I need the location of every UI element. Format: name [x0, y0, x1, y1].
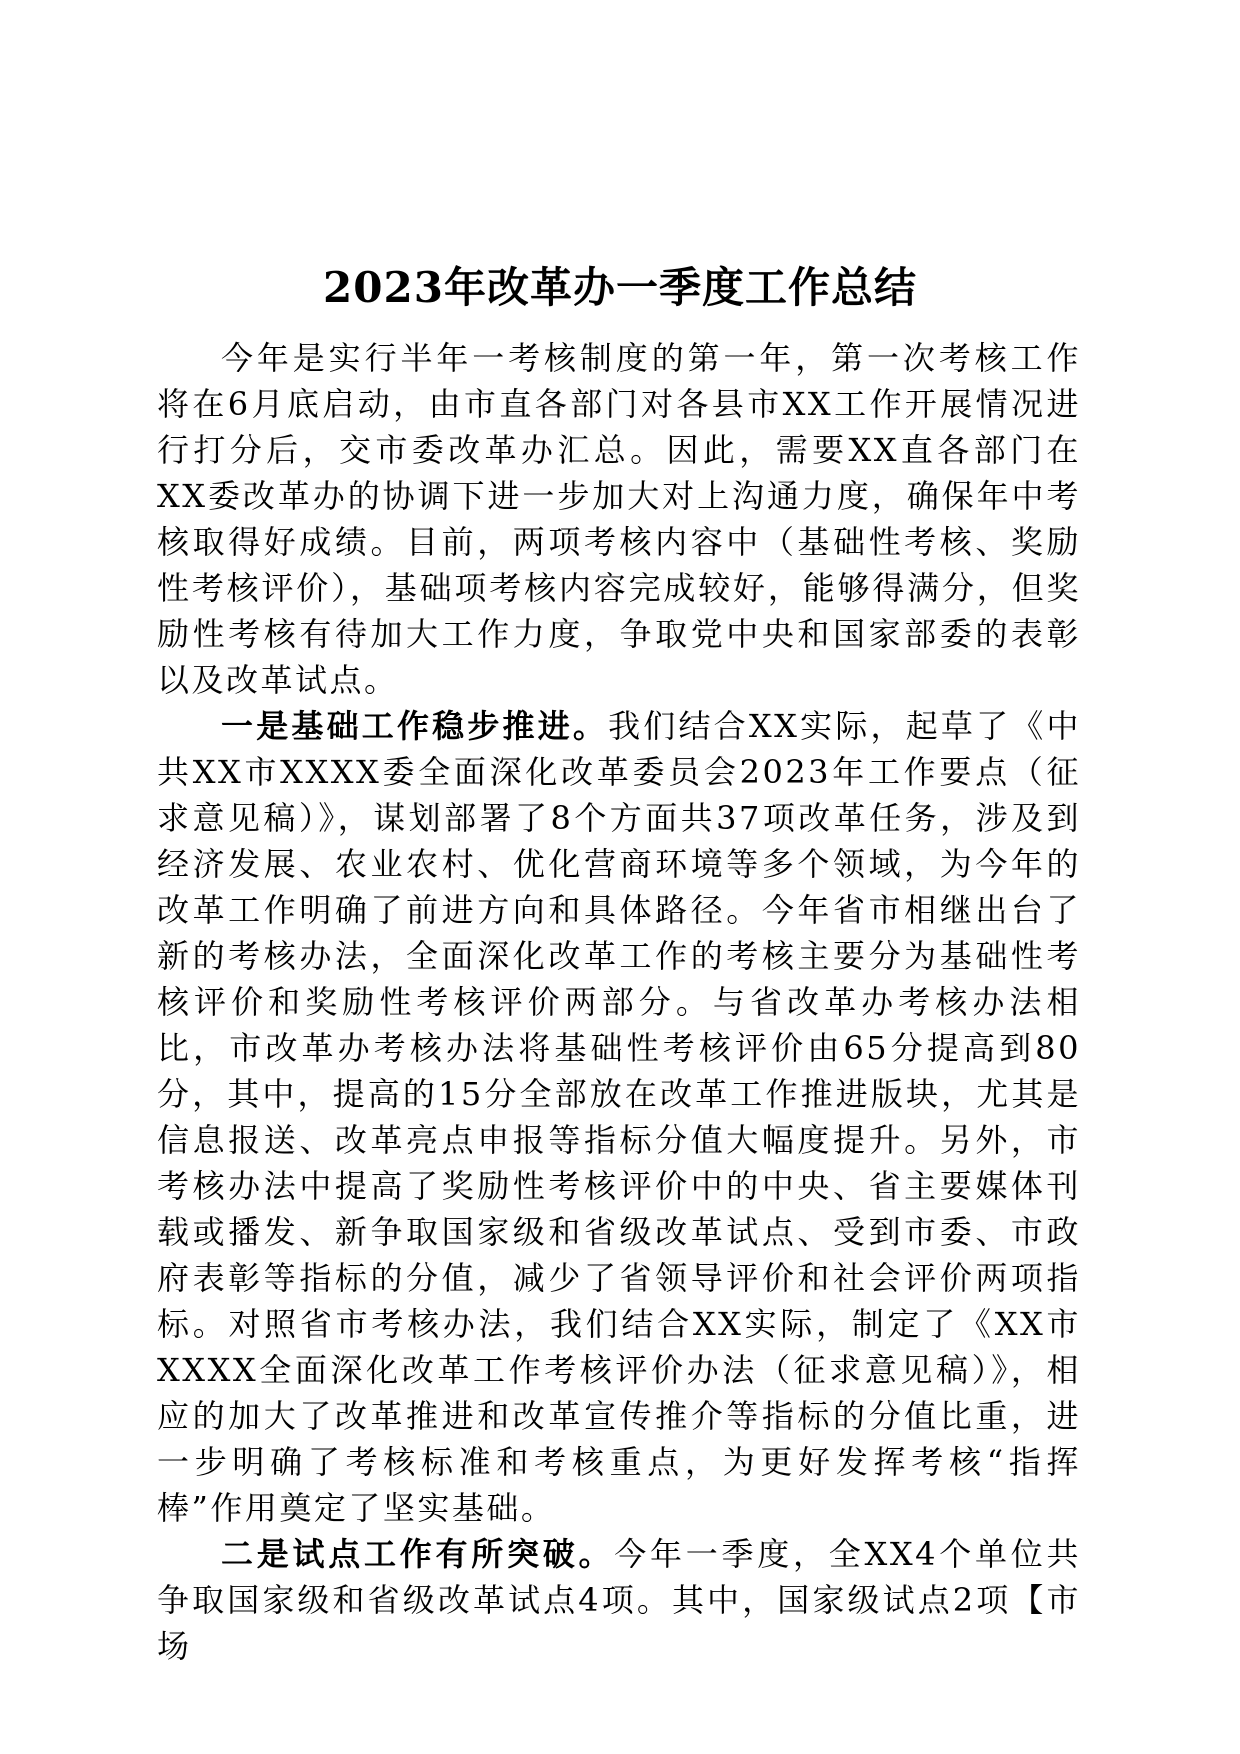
paragraph-basic-work: [157, 703, 1081, 1531]
document-body: [157, 335, 1081, 1669]
paragraph-lead: 一是基础工作稳步推进。: [221, 707, 609, 745]
paragraph-lead: 二是试点工作有所突破。: [221, 1535, 615, 1573]
paragraph-pilot-work: [157, 1531, 1081, 1669]
paragraph-text: 我们结合XX实际，起草了《中共XX市XXXX委全面深化改革委员会2023年工作要点（征求意见稿）》，谋划部署了8个方面共37项改革任务，涉及到经济发展、农业农村、优化营商环境等多个领域，为今年的改革工作明确了前进方向和具体路径。今年省市相继出台了新的考核办法，全面深化改革工作的考核主要分为基础性考核评价和奖励性考核评价两部分。与省改革办考核办法相比，市改革办考核办法将基础性考核评价由65分提高到80分，其中，提高的15分全部放在改革工作推进版块，尤其是信息报送、改革亮点申报等指标分值大幅度提升。另外，市考核办法中提高了奖励性考核评价中的中央、省主要媒体刊载或播发、新争取国家级和省级改革试点、受到市委、市政府表彰等指标的分值，减少了省领导评价和社会评价两项指标。对照省市考核办法，我们结合XX实际，制定了《XX市XXXX全面深化改革工作考核评价办法（征求意见稿）》，相应的加大了改革推进和改革宣传推介等指标的分值比重，进一步明确了考核标准和考核重点，为更好发挥考核“指挥棒”作用奠定了坚实基础。: [157, 707, 1081, 1527]
paragraph-intro: [157, 335, 1081, 703]
document-title: 2023年改革办一季度工作总结: [323, 263, 917, 312]
paragraph-text: 今年是实行半年一考核制度的第一年，第一次考核工作将在6月底启动，由市直各部门对各县市XX工作开展情况进行打分后，交市委改革办汇总。因此，需要XX直各部门在XX委改革办的协调下进一步加大对上沟通力度，确保年中考核取得好成绩。目前，两项考核内容中（基础性考核、奖励性考核评价），基础项考核内容完成较好，能够得满分，但奖励性考核有待加大工作力度，争取党中央和国家部委的表彰以及改革试点。: [157, 339, 1081, 699]
paragraph-text: 今年一季度，全XX4个单位共争取国家级和省级改革试点4项。其中，国家级试点2项【市场: [157, 1535, 1081, 1665]
